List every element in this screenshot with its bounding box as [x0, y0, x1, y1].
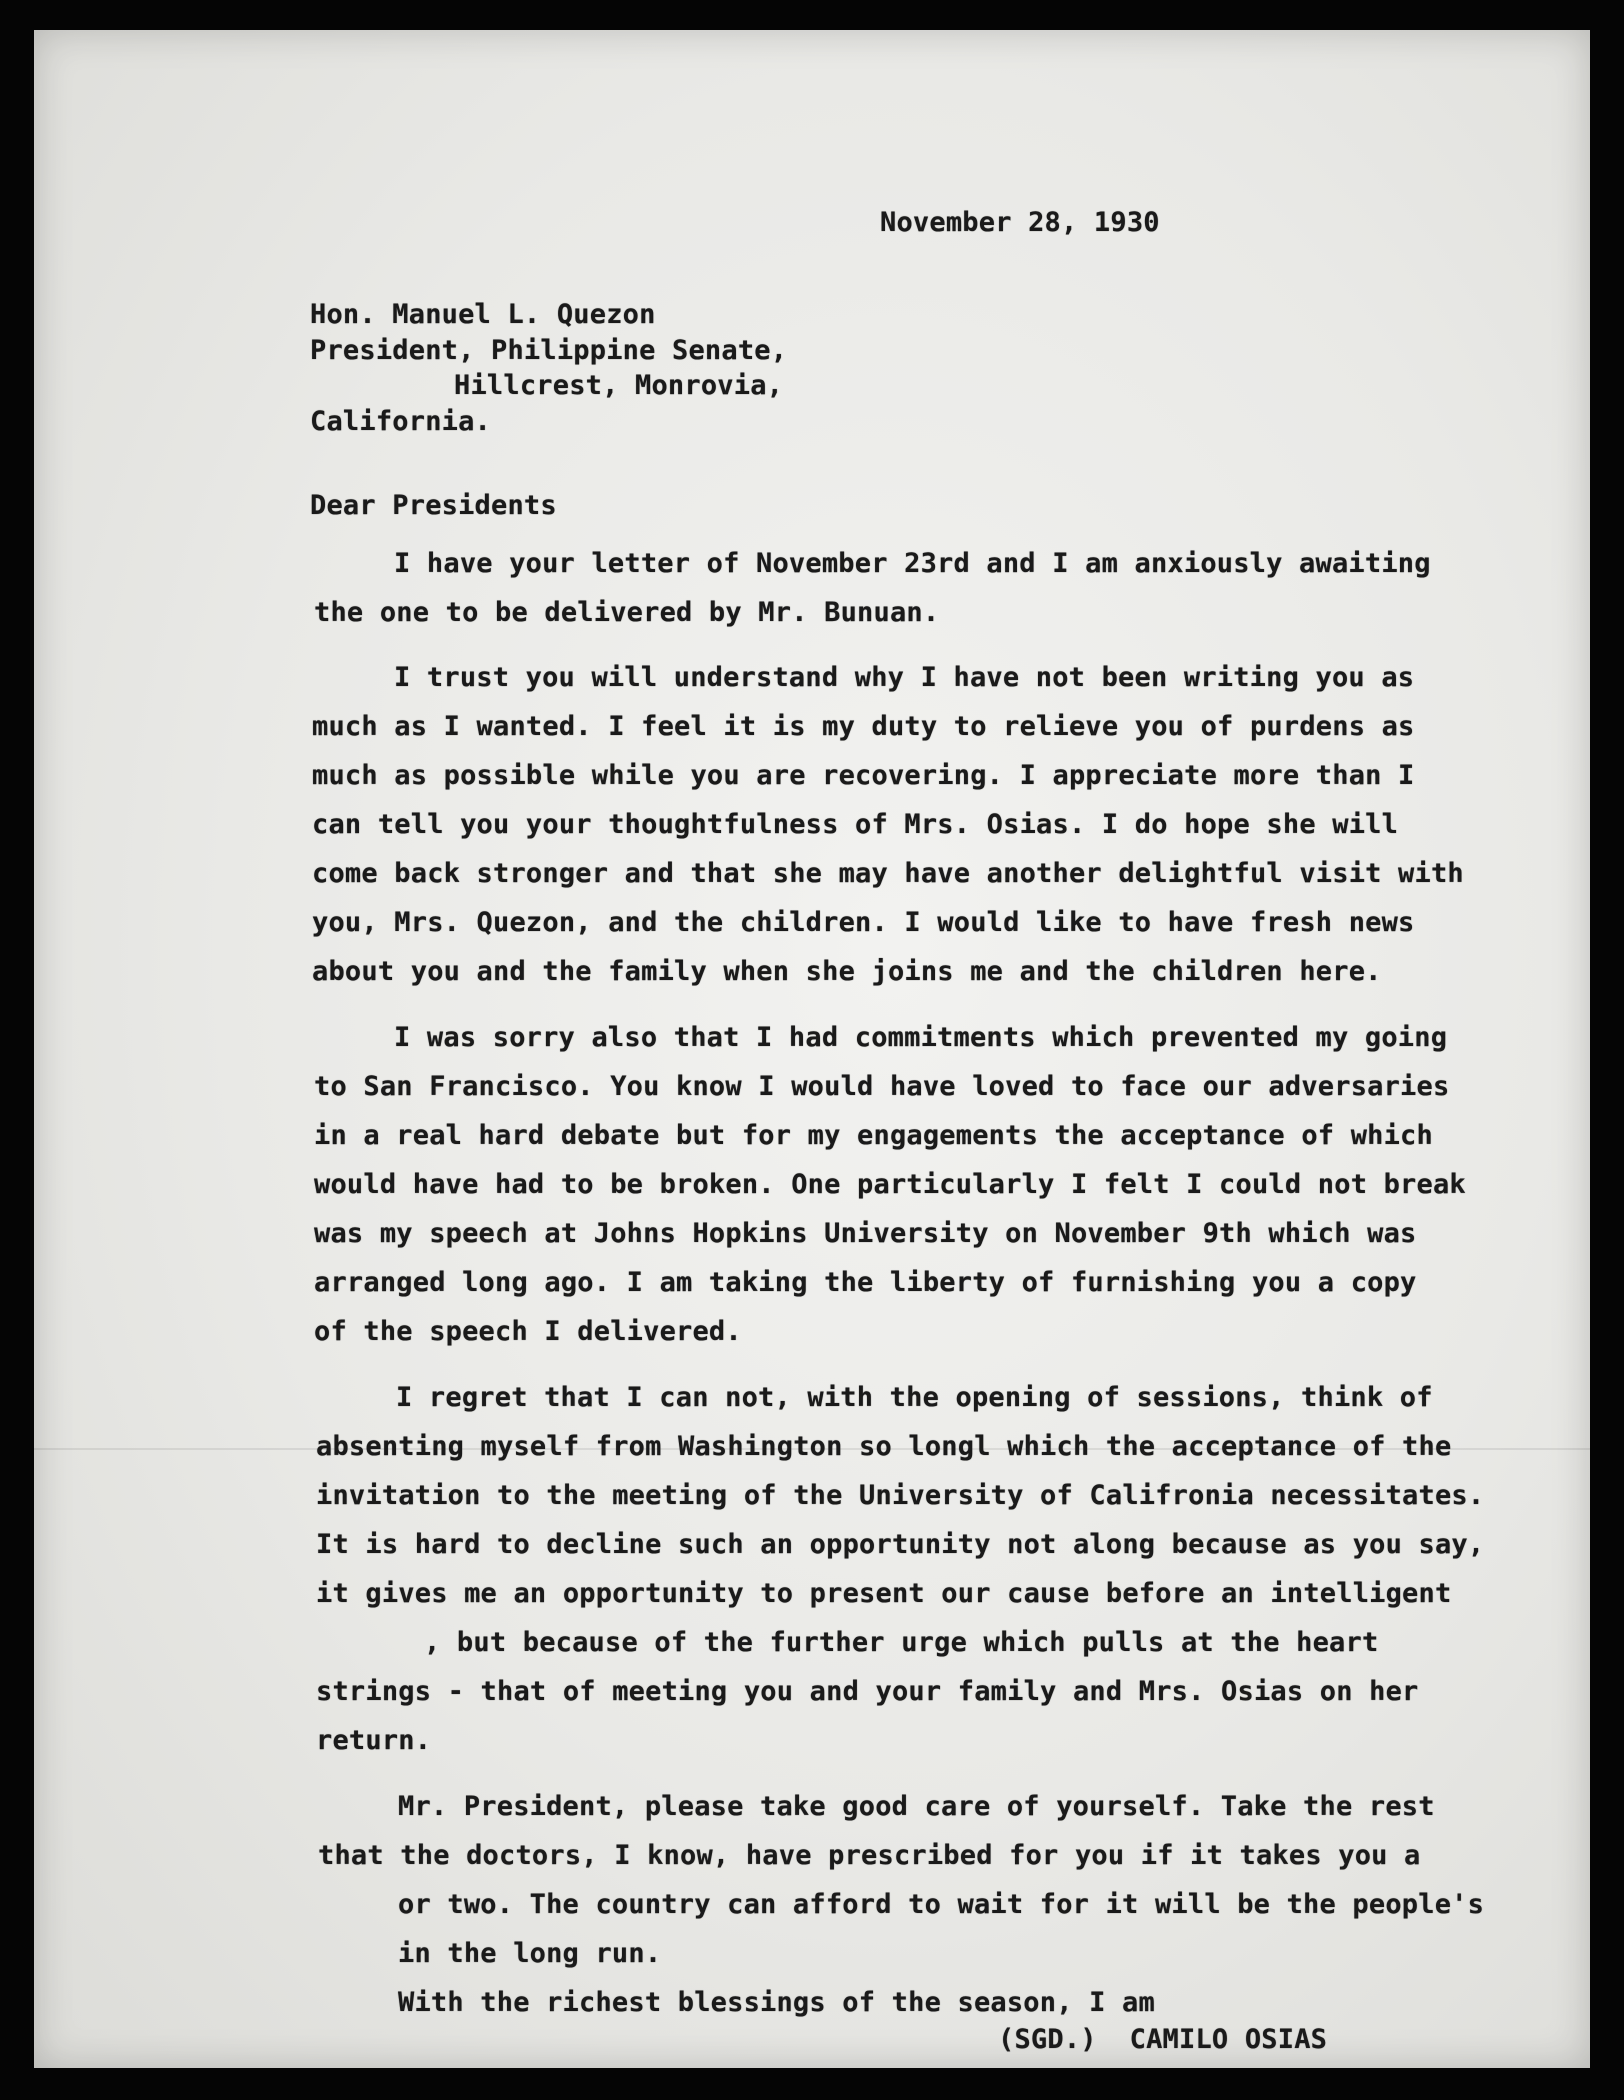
paragraph-line: you, Mrs. Quezon, and the children. I would like to have fresh news — [312, 907, 1415, 938]
paragraph-line: the one to be delivered by Mr. Bunuan. — [314, 597, 940, 628]
signature: (SGD.) CAMILO OSIAS — [998, 2024, 1328, 2055]
paragraph-line: I was sorry also that I had commitments which prevented my going — [394, 1022, 1448, 1053]
paragraph-line: I have your letter of November 23rd and I am anxiously awaiting — [394, 548, 1431, 579]
address-line: Hon. Manuel L. Quezon — [310, 299, 656, 330]
paragraph-line: arranged long ago. I am taking the liberty of furnishing you a copy — [314, 1267, 1417, 1298]
paragraph-line: it gives me an opportunity to present our cause before an intelligent — [316, 1578, 1452, 1609]
paragraph-line: in a real hard debate but for my engagements the acceptance of which — [314, 1120, 1433, 1151]
paragraph-line: , but because of the further urge which pulls at the heart — [424, 1627, 1379, 1658]
paragraph-line: can tell you your thoughtfulness of Mrs. Osias. I do hope she will — [312, 809, 1399, 840]
salutation: Dear Presidents — [310, 490, 557, 521]
paragraph-line: Mr. President, please take good care of yourself. Take the rest — [398, 1791, 1435, 1822]
closing-line: With the richest blessings of the season, I am — [398, 1987, 1155, 2018]
paragraph-line: much as possible while you are recovering. I appreciate more than I — [312, 760, 1415, 791]
paragraph-line: or two. The country can afford to wait for it will be the people's — [398, 1889, 1485, 1920]
paragraph-line: of the speech I delivered. — [314, 1316, 742, 1347]
paragraph-line: was my speech at Johns Hopkins University on November 9th which was — [314, 1218, 1417, 1249]
paragraph-line: that the doctors, I know, have prescribed for you if it takes you a — [318, 1840, 1421, 1871]
paragraph-line: much as I wanted. I feel it is my duty to relieve you of purdens as — [312, 711, 1415, 742]
paragraph-line: absenting myself from Washington so longl which the acceptance of the — [316, 1431, 1452, 1462]
paragraph-line: strings - that of meeting you and your family and Mrs. Osias on her — [316, 1676, 1419, 1707]
letter-date: November 28, 1930 — [880, 207, 1160, 238]
paragraph-line: in the long run. — [398, 1938, 662, 1969]
paragraph-line: I trust you will understand why I have not been writing you as — [394, 662, 1415, 693]
address-line: California. — [310, 406, 492, 437]
paragraph-line: would have had to be broken. One particularly I felt I could not break — [314, 1169, 1466, 1200]
address-line: President, Philippine Senate, — [310, 335, 788, 366]
paragraph-line: about you and the family when she joins me and the children here. — [312, 956, 1382, 987]
paragraph-line: I regret that I can not, with the opening of sessions, think of — [396, 1382, 1433, 1413]
paragraph-line: come back stronger and that she may have another delightful visit with — [312, 858, 1464, 889]
letter-page — [34, 30, 1590, 2068]
paragraph-line: It is hard to decline such an opportunity not along because as you say, — [316, 1529, 1485, 1560]
address-line: Hillcrest, Monrovia, — [454, 370, 784, 401]
paragraph-line: to San Francisco. You know I would have loved to face our adversaries — [314, 1071, 1450, 1102]
paragraph-line: invitation to the meeting of the University of Califronia necessitates. — [316, 1480, 1485, 1511]
paragraph-line: return. — [316, 1725, 432, 1756]
